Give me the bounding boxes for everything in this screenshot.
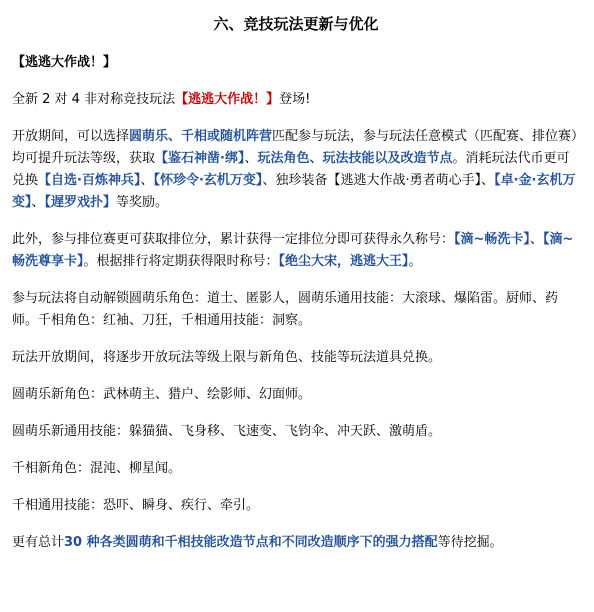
reward-item-token: 【怀珍令·玄机万变】 xyxy=(153,173,263,188)
rewards-text-4: 、独珍装备【逃逃大作战·勇者萌心手】、 xyxy=(262,173,495,188)
rewards-text-1: 开放期间，可以选择 xyxy=(12,129,130,144)
reward-item-weapon: 【自选·百炼神兵】 xyxy=(38,173,141,188)
separator: 、 xyxy=(31,195,45,210)
unlock-highlight: 玩法角色、玩法技能以及改造节点 xyxy=(257,151,453,166)
reward-item-play: 【遅罗戏扑】 xyxy=(44,195,117,210)
ranking-paragraph xyxy=(12,229,580,273)
separator: 、 xyxy=(244,151,258,166)
qianxiang-skills-paragraph: 千相通用技能：恐吓、瞬身、疾行、牵引。 xyxy=(12,498,260,513)
ranking-text-1: 此外，参与排位赛更可获取排位分，累计获得一定排位分即可获得永久称号： xyxy=(12,232,455,247)
rewards-text-5: 等奖励。 xyxy=(116,195,169,210)
rewards-text-3: 。消耗玩法代币更可兑换 xyxy=(12,151,570,188)
separator: 、 xyxy=(140,173,154,188)
page-title: 六、竞技玩法更新与优化 xyxy=(213,15,379,33)
reward-item-gold: 【卓·金·玄机万变】 xyxy=(12,173,576,210)
new-roles-paragraph: 圆萌乐新角色：武林萌主、猎户、绘影师、幻面师。 xyxy=(12,387,312,402)
closing-tail: 等待挖掘。 xyxy=(437,535,503,550)
reward-item-chisel: 【鉴石神凿·绑】 xyxy=(155,151,245,166)
new-skills-paragraph: 圆萌乐新通用技能：躲猫猫、飞身移、飞速变、飞钧伞、冲天跃、激萌盾。 xyxy=(12,424,442,439)
section-header: 【逃逃大作战！】 xyxy=(12,55,117,70)
ranking-text-2: 。根据排行将定期获得限时称号： xyxy=(83,254,279,269)
open-period-paragraph: 玩法开放期间，将逐步开放玩法等级上限与新角色、技能等玩法道具兑换。 xyxy=(12,350,442,365)
closing-paragraph xyxy=(12,532,580,554)
title-card-1: 【滴~畅洗卡】 xyxy=(454,232,530,247)
faction-highlight: 圆萌乐、千相或随机阵营 xyxy=(129,129,273,144)
rewards-paragraph xyxy=(12,126,580,214)
modification-highlight: 30 种各类圆萌和千相技能改造节点和不同改造顺序下的强力搭配 xyxy=(64,535,438,550)
intro-text: 全新 2 对 4 非对称竞技玩法 xyxy=(12,92,176,107)
mode-name-highlight: 【逃逃大作战！】 xyxy=(175,92,280,107)
separator: 、 xyxy=(529,232,543,247)
title-card-2: 【滴~畅洗尊享卡】 xyxy=(12,232,574,269)
qianxiang-roles-paragraph: 千相新角色：混沌、柳星闻。 xyxy=(12,461,182,476)
intro-paragraph xyxy=(12,89,580,111)
closing-text: 更有总计 xyxy=(12,535,65,550)
roles-paragraph: 参与玩法将自动解锁圆萌乐角色：道士、匿影人，圆萌乐通用技能：大滚球、爆陷雷。厨师、药师。千相角色：红袖、刀狂，千相通用技能：洞察。 xyxy=(12,291,559,328)
intro-tail: 登场! xyxy=(279,92,311,107)
limited-title: 【绝尘大宋，逃逃大王】 xyxy=(278,254,409,269)
ranking-tail: 。 xyxy=(408,254,422,269)
rewards-text-2: 匹配参与玩法，参与玩法任意模式（匹配赛、排位赛）均可提升玩法等级，获取 xyxy=(12,129,578,166)
